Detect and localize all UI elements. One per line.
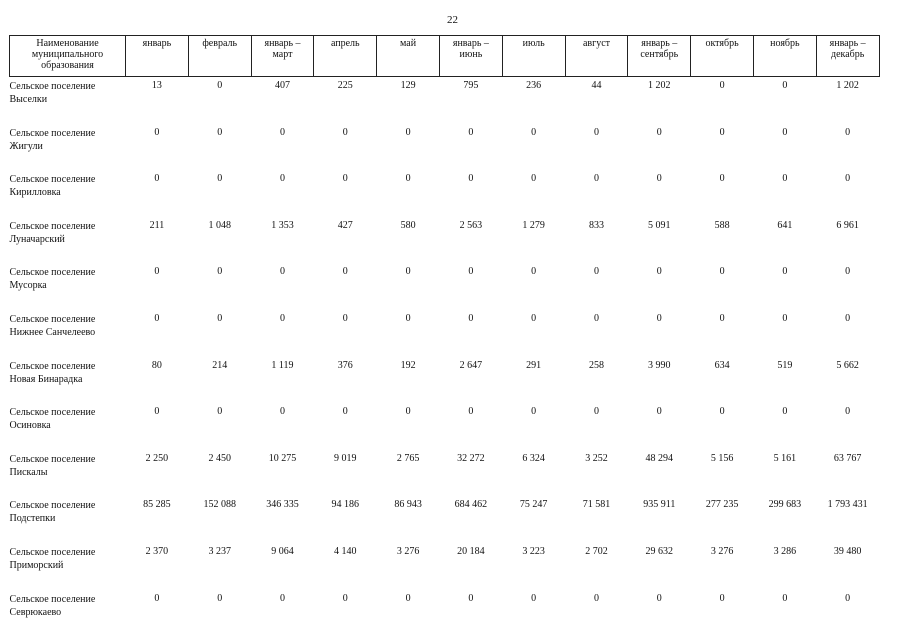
table-cell: 3 237 <box>208 545 231 557</box>
table-cell: 0 <box>468 592 474 604</box>
table-cell: 1 202 <box>836 80 859 91</box>
table-cell: 0 <box>656 312 662 324</box>
municipality-name: Сельское поселение Новая Бинарадка <box>9 360 96 385</box>
table-cell: 0 <box>845 312 851 324</box>
table-cell: 5 091 <box>648 219 671 231</box>
table-body <box>10 77 880 637</box>
table-cell: 9 019 <box>334 452 357 464</box>
table-cell: 9 064 <box>271 545 294 557</box>
table-cell: 80 <box>151 359 162 371</box>
table-cell: 225 <box>337 80 353 91</box>
table-cell: 2 765 <box>396 452 420 464</box>
page-number: 22 <box>447 14 458 26</box>
table-cell: 0 <box>342 406 348 418</box>
table-cell: 0 <box>217 266 223 278</box>
table-cell: 0 <box>782 80 788 91</box>
header-month: январь <box>126 36 189 77</box>
table-cell: 407 <box>274 80 290 91</box>
table-cell: 427 <box>337 219 353 231</box>
table-cell: 0 <box>531 406 537 418</box>
table-cell: 833 <box>588 219 604 231</box>
table-cell: 299 683 <box>768 499 802 511</box>
table-cell: 0 <box>782 406 788 418</box>
table-cell: 63 767 <box>833 452 862 464</box>
table-cell: 0 <box>593 312 599 324</box>
table-cell: 0 <box>279 406 285 418</box>
table-cell: 0 <box>468 126 474 138</box>
header-month: октябрь <box>691 36 754 77</box>
table-cell: 684 462 <box>454 499 488 511</box>
data-table <box>9 35 880 636</box>
table-cell: 0 <box>782 126 788 138</box>
municipality-name: Сельское поселение Осиновка <box>9 407 96 432</box>
table-row <box>10 263 880 310</box>
header-month: август <box>565 36 628 77</box>
table-cell: 0 <box>531 126 537 138</box>
table-cell: 0 <box>656 406 662 418</box>
municipality-name: Сельское поселение Севрюкаево <box>9 593 96 618</box>
table-cell: 32 272 <box>457 452 485 464</box>
table-cell: 0 <box>279 126 285 138</box>
table-cell: 0 <box>593 406 599 418</box>
table-cell: 0 <box>845 406 851 418</box>
table-cell: 2 250 <box>145 452 169 464</box>
table-cell: 0 <box>719 173 725 185</box>
municipality-name: Сельское поселение Кирилловка <box>9 174 96 199</box>
table-cell: 3 286 <box>773 545 797 557</box>
table-cell: 0 <box>719 406 725 418</box>
table-cell: 0 <box>531 592 537 604</box>
municipality-name: Сельское поселение Мусорка <box>9 267 96 292</box>
table-cell: 20 184 <box>457 545 485 557</box>
table-cell: 0 <box>468 406 474 418</box>
table-cell: 0 <box>279 173 285 185</box>
table-cell: 0 <box>405 126 411 138</box>
table-cell: 0 <box>531 266 537 278</box>
table-cell: 0 <box>342 173 348 185</box>
table-cell: 10 275 <box>268 452 297 464</box>
table-cell: 0 <box>154 126 160 138</box>
table-cell: 75 247 <box>519 499 548 511</box>
header-month: апрель <box>314 36 377 77</box>
table-cell: 588 <box>714 219 730 231</box>
table-cell: 0 <box>217 312 223 324</box>
table-cell: 0 <box>468 173 474 185</box>
table-cell: 580 <box>400 219 416 231</box>
table-cell: 0 <box>405 406 411 418</box>
table-cell: 3 276 <box>710 545 734 557</box>
table-cell: 0 <box>719 592 725 604</box>
table-cell: 0 <box>656 173 662 185</box>
table-cell: 0 <box>217 173 223 185</box>
table-cell: 291 <box>526 359 542 371</box>
table-row <box>10 450 880 497</box>
table-cell: 0 <box>405 592 411 604</box>
table-cell: 192 <box>400 359 416 371</box>
table-cell: 0 <box>154 312 160 324</box>
table-cell: 1 202 <box>648 80 671 91</box>
table-cell: 0 <box>405 312 411 324</box>
table-cell: 0 <box>845 173 851 185</box>
header-municipality: Наименование муниципального образования <box>10 36 126 77</box>
table-cell: 3 252 <box>585 452 608 464</box>
table-cell: 5 161 <box>773 452 797 464</box>
table-cell: 2 647 <box>459 359 483 371</box>
table-cell: 86 943 <box>394 499 422 511</box>
table-cell: 44 <box>591 80 602 91</box>
table-row <box>10 170 880 217</box>
table-cell: 0 <box>656 592 662 604</box>
header-month: январь – март <box>251 36 314 77</box>
table-cell: 0 <box>782 266 788 278</box>
header-month: ноябрь <box>753 36 816 77</box>
table-cell: 0 <box>342 266 348 278</box>
table-row <box>10 217 880 264</box>
table-cell: 0 <box>154 173 160 185</box>
table-cell: 0 <box>719 266 725 278</box>
table-cell: 211 <box>149 219 165 231</box>
municipality-name: Сельское поселение Нижнее Санчелеево <box>9 313 96 338</box>
table-cell: 0 <box>719 80 725 91</box>
header-month: май <box>377 36 440 77</box>
table-cell: 935 911 <box>643 499 676 511</box>
table-cell: 0 <box>531 173 537 185</box>
table-cell: 0 <box>279 312 285 324</box>
table-cell: 0 <box>593 126 599 138</box>
table-cell: 0 <box>845 592 851 604</box>
table-cell: 3 990 <box>648 359 671 371</box>
table-cell: 0 <box>656 126 662 138</box>
table-cell: 6 324 <box>522 452 545 464</box>
header-month: январь – июнь <box>439 36 502 77</box>
table-cell: 1 279 <box>522 219 545 231</box>
municipality-name: Сельское поселение Луначарский <box>9 220 96 245</box>
table-cell: 6 961 <box>836 219 859 231</box>
table-row <box>10 124 880 171</box>
table-cell: 258 <box>588 359 604 371</box>
table-cell: 0 <box>468 312 474 324</box>
table-cell: 85 285 <box>143 499 171 511</box>
table-cell: 2 370 <box>145 545 169 557</box>
table-cell: 0 <box>593 173 599 185</box>
table-cell: 0 <box>342 126 348 138</box>
table-row <box>10 543 880 590</box>
municipality-name: Сельское поселение Приморский <box>9 546 96 571</box>
table-cell: 0 <box>656 266 662 278</box>
table-cell: 0 <box>217 126 223 138</box>
table-cell: 0 <box>405 266 411 278</box>
table-cell: 94 186 <box>331 499 360 511</box>
table-cell: 0 <box>782 592 788 604</box>
table-cell: 0 <box>154 406 160 418</box>
table-cell: 0 <box>217 80 223 91</box>
table-cell: 29 632 <box>645 545 674 557</box>
table-cell: 0 <box>845 126 851 138</box>
table-cell: 346 335 <box>266 499 299 511</box>
table-cell: 71 581 <box>582 499 611 511</box>
table-cell: 376 <box>337 359 353 371</box>
table-cell: 519 <box>777 359 793 371</box>
table-cell: 5 156 <box>710 452 734 464</box>
table-cell: 2 702 <box>585 545 608 557</box>
table-cell: 1 793 431 <box>827 499 868 511</box>
municipality-name: Сельское поселение Пискалы <box>9 453 96 478</box>
table-cell: 0 <box>531 312 537 324</box>
table-cell: 4 140 <box>334 545 357 557</box>
municipality-name: Сельское поселение Жигули <box>9 127 96 152</box>
table-cell: 152 088 <box>203 499 236 511</box>
table-cell: 1 353 <box>271 219 294 231</box>
table-cell: 3 276 <box>396 545 420 557</box>
table-cell: 13 <box>151 80 162 91</box>
table-cell: 48 294 <box>645 452 674 464</box>
table-cell: 0 <box>782 173 788 185</box>
table-cell: 0 <box>719 312 725 324</box>
table-cell: 0 <box>217 406 223 418</box>
header-month: июль <box>502 36 565 77</box>
municipality-name: Сельское поселение Подстепки <box>9 500 96 525</box>
table-cell: 634 <box>714 359 730 371</box>
table-cell: 0 <box>342 592 348 604</box>
table-cell: 0 <box>405 173 411 185</box>
table-cell: 2 563 <box>459 219 483 231</box>
table-cell: 1 119 <box>271 359 294 371</box>
table-cell: 39 480 <box>833 545 862 557</box>
table-cell: 3 223 <box>522 545 545 557</box>
table-cell: 0 <box>593 266 599 278</box>
table-cell: 277 235 <box>705 499 739 511</box>
table-cell: 0 <box>719 126 725 138</box>
table-row <box>10 496 880 543</box>
table-cell: 641 <box>777 219 793 231</box>
table-cell: 129 <box>400 80 416 91</box>
table-row <box>10 403 880 450</box>
table-cell: 0 <box>279 592 285 604</box>
table-row <box>10 310 880 357</box>
table-cell: 214 <box>212 359 228 371</box>
table-row <box>10 77 880 124</box>
header-month: февраль <box>188 36 251 77</box>
municipality-name: Сельское поселение Выселки <box>9 81 96 105</box>
table-cell: 0 <box>342 312 348 324</box>
table-cell: 0 <box>217 592 223 604</box>
table-cell: 0 <box>782 312 788 324</box>
table-cell: 0 <box>845 266 851 278</box>
header-month: январь – декабрь <box>816 36 879 77</box>
table-row <box>10 590 880 637</box>
table-cell: 1 048 <box>208 219 231 231</box>
table-cell: 0 <box>154 266 160 278</box>
table-row <box>10 357 880 404</box>
table-cell: 0 <box>468 266 474 278</box>
table-cell: 795 <box>463 80 479 91</box>
table-cell: 2 450 <box>208 452 231 464</box>
table-cell: 5 662 <box>836 359 859 371</box>
header-month: январь – сентябрь <box>628 36 691 77</box>
table-cell: 236 <box>526 80 542 91</box>
table-header-row <box>10 36 880 77</box>
table-cell: 0 <box>279 266 285 278</box>
table-cell: 0 <box>593 592 599 604</box>
table-cell: 0 <box>154 592 160 604</box>
